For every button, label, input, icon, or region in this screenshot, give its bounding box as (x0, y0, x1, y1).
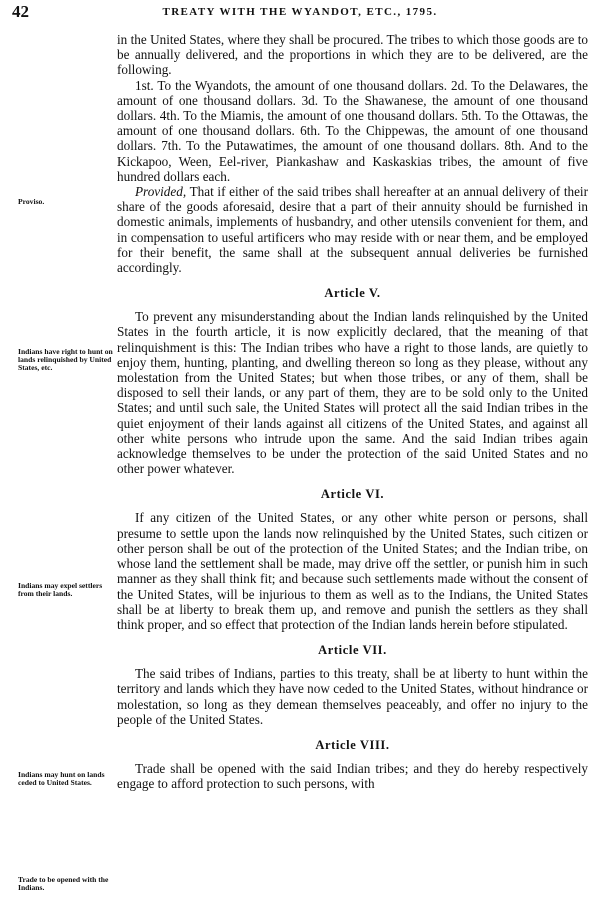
article-7-heading: Article VII. (318, 643, 387, 658)
margin-note-proviso: Proviso. (18, 197, 45, 206)
margin-note-expel: Indians may expel settlers from their lands. (18, 581, 103, 599)
margin-note-hunt-rights: Indians have right to hunt on lands relinquished by United States, etc. (18, 347, 113, 373)
margin-note-trade: Trade to be opened with the Indians. (18, 875, 109, 893)
page-header (12, 2, 588, 22)
proviso-text: That if either of the said tribes shall hereafter at an annual delivery of their share of the goods aforesaid, desire that a part of their annuity should be furnished in domestic animals, implements of husbandry, and other utensils convenient for them, and in compensation to useful artificers who may reside with or near them, and be employed for their benefit, the same shall at the subsequent annual deliveries be furnished accordingly. (117, 184, 588, 276)
paragraph-article-5: To prevent any misunderstanding about the Indian lands relinquished by the United States in the fourth article, it is now explicitly declared, that the meaning of that relinquishment is this: The Indian tribes who have a right to those lands, are quietly to enjoy them, hunting, planting, and dwelling thereon so long as they please, without any molestation from the United States; but when those tribes, or any of them, shall be disposed to sell their lands, or any part of them, they are to be sold only to the United States; and until such sale, the United States will protect all the said Indian tribes in the quiet enjoyment of their lands against all citizens of the United States, and against all other white persons who intrude upon the same. And the said Indian tribes again acknowledge themselves to be under the protection of the said United States and no other power whatever. (117, 309, 588, 477)
paragraph-goods-delivery: in the United States, where they shall be procured. The tribes to which those goods are to be annually delivered, and the proportions in which they are to be delivered, are the following. (117, 32, 588, 78)
running-title: TREATY WITH THE WYANDOT, ETC., 1795. (162, 6, 438, 18)
article-5-heading: Article V. (324, 286, 381, 301)
treaty-body (117, 32, 588, 791)
paragraph-annuity-amounts: 1st. To the Wyandots, the amount of one thousand dollars. 2d. To the Delawares, the amount of one thousand dollars. 3d. To the Shawanese, the amount of one thousand dollars. 4th. To the Miamis, the amount of one thousand dollars. 5th. To the Ottawas, the amount of one thousand dollars. 6th. To the Chippewas, the amount of one thousand dollars. 7th. To the Putawatimes, the amount of one thousand dollars. 8th. And to the Kickapoo, Ween, Eel-river, Piankashaw and Kaskaskias tribes, the amount of five hundred dollars each. (117, 77, 588, 184)
margin-note-hunt-ceded: Indians may hunt on lands ceded to United States. (18, 770, 105, 788)
paragraph-article-6: If any citizen of the United States, or any other white person or persons, shall presume to settle upon the lands now relinquished by the United States, such citizen or other person shall be out of the protection of the United States; and the Indian tribe, on whose land the settlement shall be made, may drive off the settler, or punish him in such manner as they shall think fit; and because such settlements made without the consent of the United States, will be injurious to them as well as to the Indians, the United States shall be at liberty to break them up, and remove and punish the settlers as they shall think proper, and so effect that protection of the Indian lands herein before stipulated. (117, 510, 588, 632)
article-8-heading: Article VIII. (315, 737, 390, 752)
paragraph-proviso (117, 184, 588, 275)
proviso-italic: Provided, (135, 184, 187, 200)
page-number: 42 (12, 2, 29, 21)
paragraph-article-7: The said tribes of Indians, parties to this treaty, shall be at liberty to hunt within the territory and lands which they have now ceded to the United States, without hindrance or molestation, so long as they demean themselves peaceably, and offer no injury to the people of the United States. (117, 666, 588, 727)
paragraph-article-8: Trade shall be opened with the said Indian tribes; and they do hereby respectively engage to afford protection to such persons, with (117, 760, 588, 792)
article-6-heading: Article VI. (320, 487, 385, 502)
